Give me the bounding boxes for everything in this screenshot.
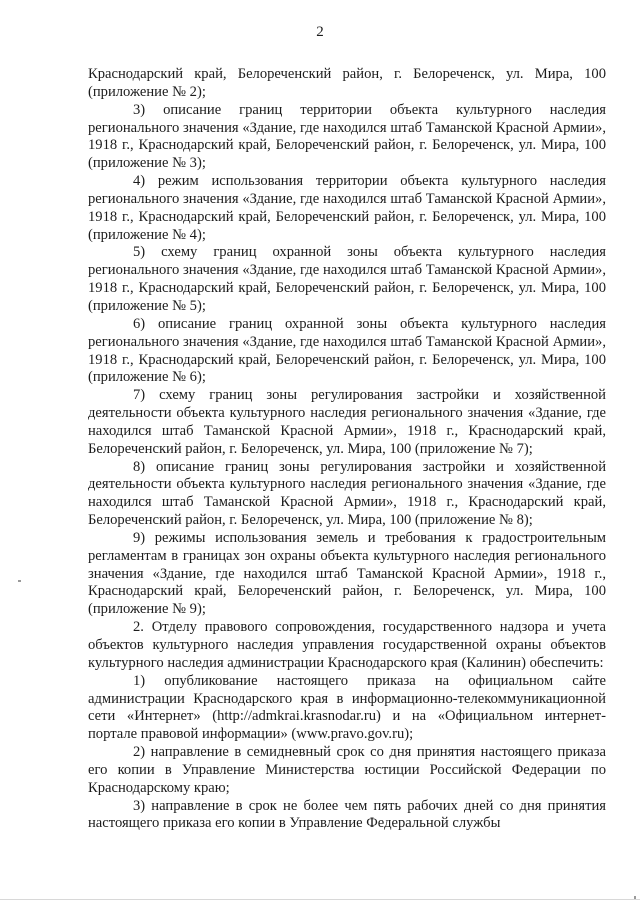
- paragraph-subitem-2: 2) направление в семидневный срок со дня принятия настоящего приказа его копии в Управление Министерства юстиции Российской Федерации по Краснодарскому краю;: [88, 744, 606, 796]
- paragraph-section-2: 2. Отделу правового сопровождения, государственного надзора и учета объектов культурного наследия управления государственной охраны объектов культурного наследия администрации Краснодарского края (Калинин) обеспечить:: [88, 619, 606, 671]
- paragraph-subitem-1: 1) опубликование настоящего приказа на официальном сайте администрации Краснодарского края в информационно-телекоммуникационной сети «Интернет» (http://admkrai.krasnodar.ru) и на «Официальном интернет-портале правовой информации» (www.pravo.gov.ru);: [88, 672, 606, 743]
- scan-edge-line: [0, 899, 640, 900]
- paragraph-item-6: 6) описание границ охранной зоны объекта культурного наследия регионального значения «Здание, где находился штаб Таманской Красной Армии», 1918 г., Краснодарский край, Белореченский район, г. Белореченск, ул. Мира, 100 (приложение № 6);: [88, 315, 606, 386]
- paragraph-item-4: 4) режим использования территории объекта культурного наследия регионального значения «Здание, где находился штаб Таманской Красной Армии», 1918 г., Краснодарский край, Белореченский район, г. Белореченск, ул. Мира, 100 (приложение № 4);: [88, 173, 606, 243]
- paragraph-item-3: 3) описание границ территории объекта культурного наследия регионального значения «Здание, где находился штаб Таманской Красной Армии», 1918 г., Краснодарский край, Белореченский район, г. Белореченск, ул. Мира, 100 (приложение № 3);: [88, 101, 606, 172]
- paragraph-item-9: 9) режимы использования земель и требования к градостроительным регламентам в границах зон охраны объекта культурного наследия регионального значения «Здание, где находился штаб Таманской Красной Армии», 1918 г., Краснодарский край, Белореченский район, г. Белореченск, ул. Мира, 100 (приложение № 9);: [88, 529, 606, 618]
- paragraph-item-5: 5) схему границ охранной зоны объекта культурного наследия регионального значения «Здание, где находился штаб Таманской Красной Армии», 1918 г., Краснодарский край, Белореченский район, г. Белореченск, ул. Мира, 100 (приложение № 5);: [88, 244, 606, 314]
- paragraph-continuation: Краснодарский край, Белореченский район, г. Белореченск, ул. Мира, 100 (приложение № 2);: [88, 66, 606, 100]
- document-body: [88, 66, 606, 833]
- paragraph-item-8: 8) описание границ зоны регулирования застройки и хозяйственной деятельности объекта культурного наследия регионального значения «Здание, где находился штаб Таманской Красной Армии», 1918 г., Краснодарский край, Белореченский район, г. Белореченск, ул. Мира, 100 (приложение № 8);: [88, 458, 606, 529]
- paragraph-subitem-3: 3) направление в срок не более чем пять рабочих дней со дня принятия настоящего приказа его копии в Управление Федеральной службы: [88, 797, 606, 832]
- scan-speck: [18, 580, 21, 582]
- paragraph-item-7: 7) схему границ зоны регулирования застройки и хозяйственной деятельности объекта культурного наследия регионального значения «Здание, где находился штаб Таманской Красной Армии», 1918 г., Краснодарский край, Белореченский район, г. Белореченск, ул. Мира, 100 (приложение № 7);: [88, 387, 606, 457]
- scan-corner-speck: [634, 896, 636, 899]
- page-number: 2: [316, 24, 324, 40]
